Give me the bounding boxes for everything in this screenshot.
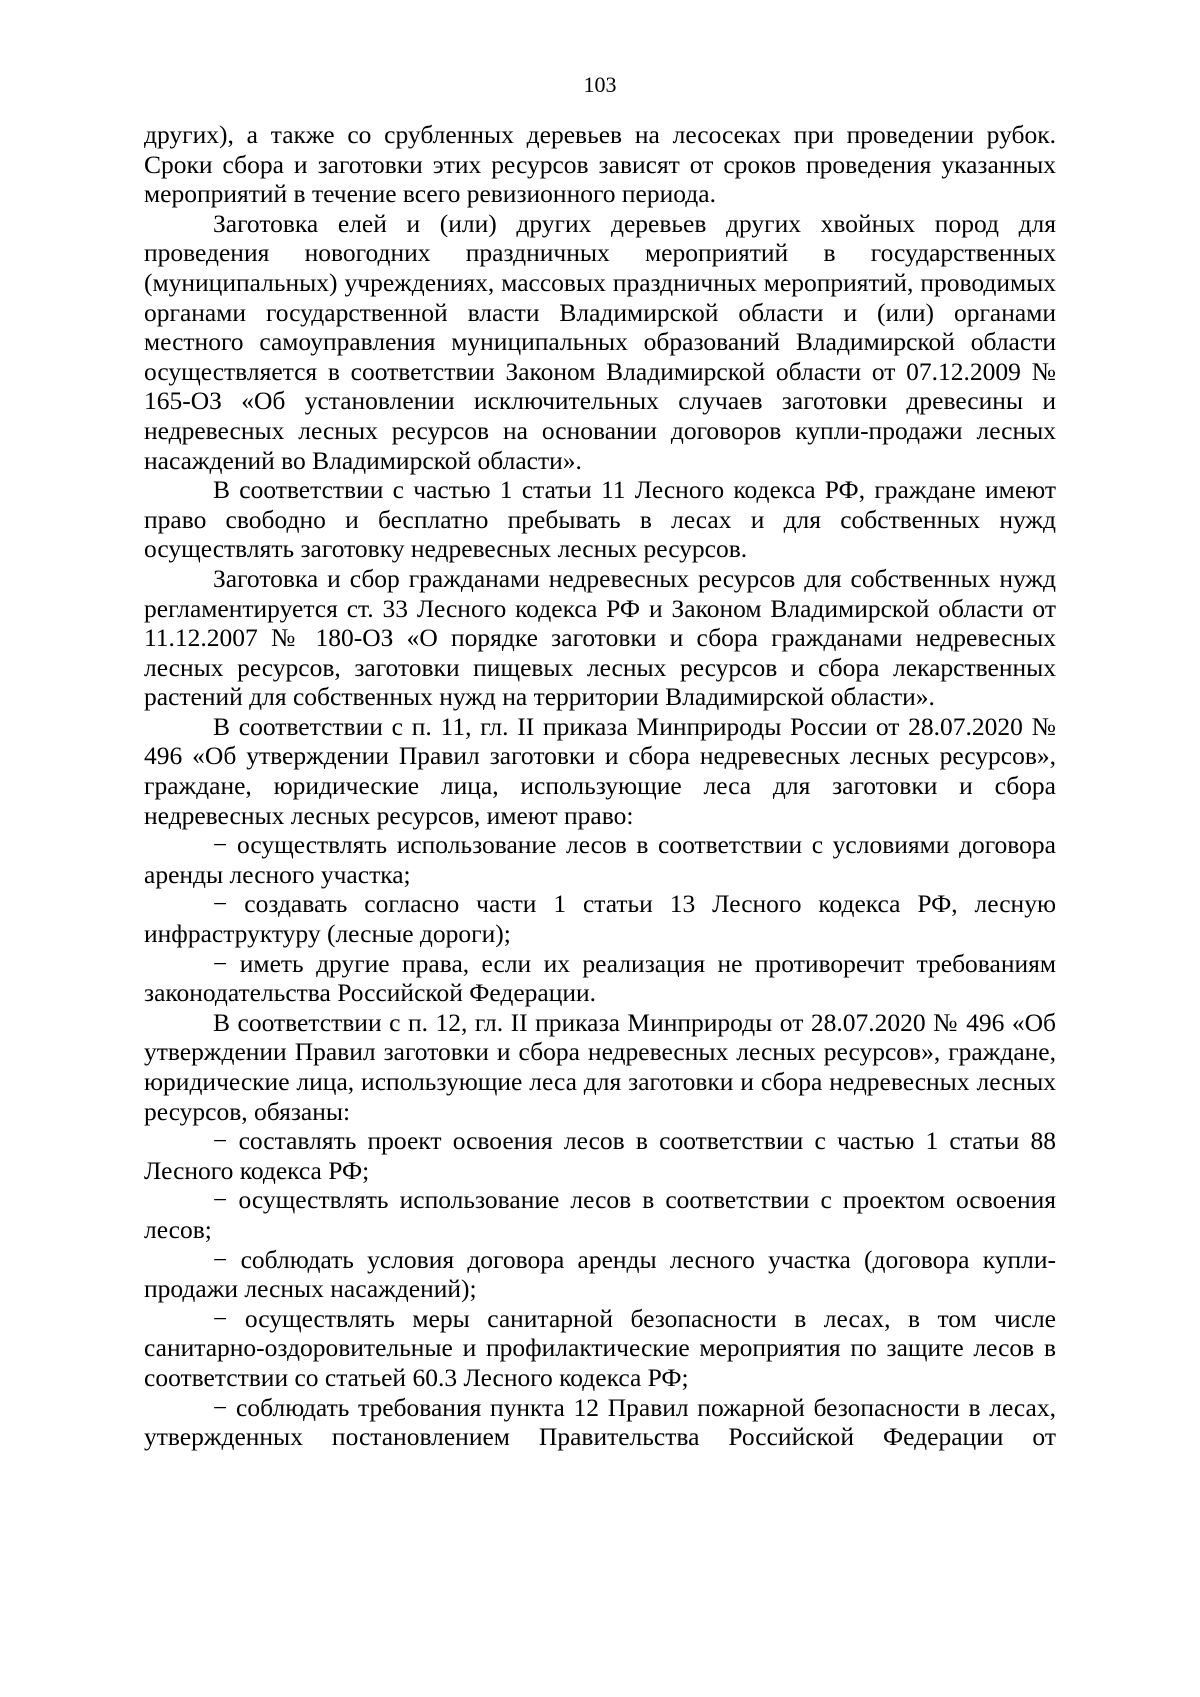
list-item: − осуществлять использование лесов в соответствии с условиями договора аренды лесного участка; <box>144 830 1056 889</box>
list-item: − иметь другие права, если их реализация не противоречит требованиям законодательства Российской Федерации. <box>144 948 1056 1008</box>
paragraph: Заготовка елей и (или) других деревьев других хвойных пород для проведения новогодних праздничных мероприятий в государственных (муниципальных) учреждениях, массовых праздничных мероприятий, проводимых органами государственной власти Владимирской области и (или) органами местного самоуправления муниципальных образований Владимирской области осуществляется в соответствии Законом Владимирской области от 07.12.2009 № 165-ОЗ «Об установлении исключительных случаев заготовки древесины и недревесных лесных ресурсов на основании договоров купли-продажи лесных насаждений во Владимирской области». <box>144 208 1056 475</box>
document-body <box>144 120 1056 1452</box>
paragraph: В соответствии с частью 1 статьи 11 Лесного кодекса РФ, граждане имеют право свободно и бесплатно пребывать в лесах и для собственных нужд осуществлять заготовку недревесных лесных ресурсов. <box>144 475 1056 564</box>
page-number: 103 <box>583 72 617 97</box>
list-item: − осуществлять меры санитарной безопасности в лесах, в том числе санитарно-оздоровительные и профилактические мероприятия по защите лесов в соответствии со статьей 60.3 Лесного кодекса РФ; <box>144 1303 1056 1392</box>
paragraph: Заготовка и сбор гражданами недревесных ресурсов для собственных нужд регламентируется ст. 33 Лесного кодекса РФ и Законом Владимирской области от 11.12.2007 № 180-ОЗ «О порядке заготовки и сбора гражданами недревесных лесных ресурсов, заготовки пищевых лесных ресурсов и сбора лекарственных растений для собственных нужд на территории Владимирской области». <box>144 563 1056 712</box>
paragraph: В соответствии с п. 12, гл. II приказа Минприроды от 28.07.2020 № 496 «Об утверждении Правил заготовки и сбора недревесных лесных ресурсов», граждане, юридические лица, использующие леса для заготовки и сбора недревесных лесных ресурсов, обязаны: <box>144 1007 1056 1126</box>
list-item: − соблюдать требования пункта 12 Правил пожарной безопасности в лесах, утвержденных постановлением Правительства Российской Федерации от <box>144 1392 1056 1452</box>
list-item: − составлять проект освоения лесов в соответствии с частью 1 статьи 88 Лесного кодекса РФ; <box>144 1126 1056 1185</box>
list-item: − осуществлять использование лесов в соответствии с проектом освоения лесов; <box>144 1185 1056 1244</box>
paragraph: В соответствии с п. 11, гл. II приказа Минприроды России от 28.07.2020 № 496 «Об утверждении Правил заготовки и сбора недревесных лесных ресурсов», граждане, юридические лица, использующие леса для заготовки и сбора недревесных лесных ресурсов, имеют право: <box>144 711 1056 830</box>
list-item: − создавать согласно части 1 статьи 13 Лесного кодекса РФ, лесную инфраструктуру (лесные дороги); <box>144 889 1056 949</box>
list-item: − соблюдать условия договора аренды лесного участка (договора купли-продажи лесных насаждений); <box>144 1244 1056 1304</box>
paragraph: других), а также со срубленных деревьев на лесосеках при проведении рубок. Сроки сбора и заготовки этих ресурсов зависят от сроков проведения указанных мероприятий в течение всего ревизионного периода. <box>144 120 1056 209</box>
